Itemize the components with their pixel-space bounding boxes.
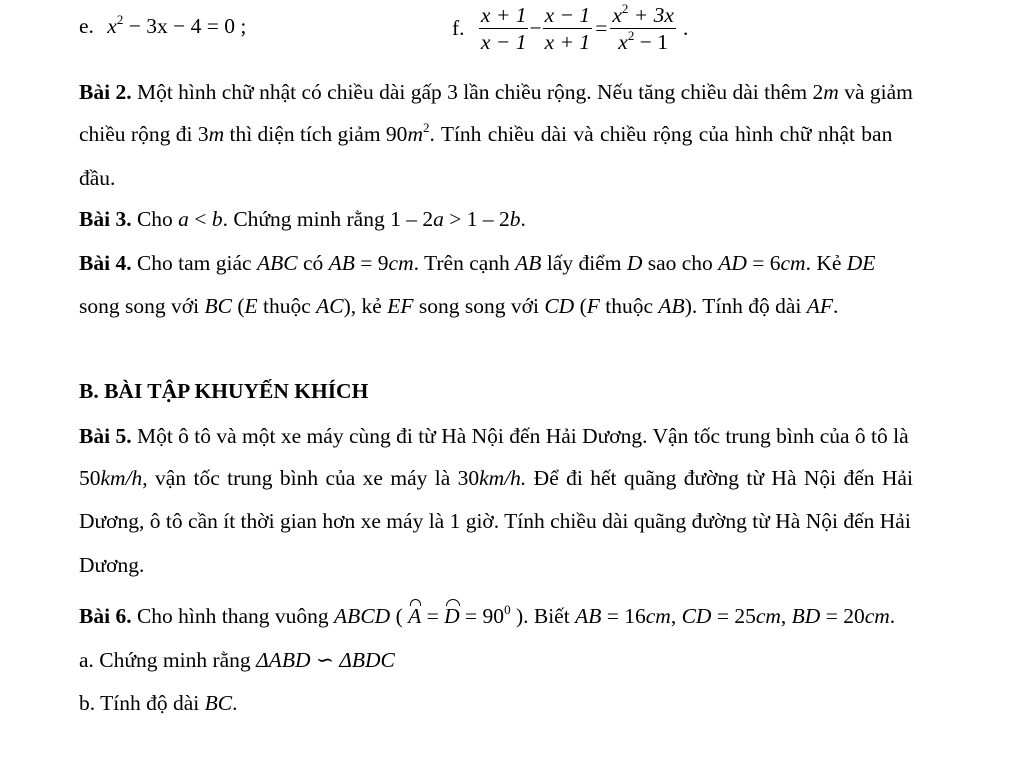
minus-sign: − (529, 16, 542, 40)
bai3-var-a: a (178, 207, 189, 231)
bai5-unit1: km/h (100, 466, 143, 490)
bai3-text-c: . Chứng minh rằng 1 – 2 (222, 207, 434, 231)
bai2-text2a: chiều rộng đi 3 (79, 122, 209, 146)
equation-e-rest: − 3x − 4 = 0 ; (123, 14, 247, 38)
bai4-u5: song song với (413, 294, 545, 318)
bai6-part-a (79, 648, 395, 673)
bai4-d: D (626, 251, 643, 275)
equation-f (452, 2, 688, 55)
bai4-u8: ). Tính độ dài (684, 294, 807, 318)
bai6-cm1: cm (645, 604, 671, 628)
bai3-text-d: > 1 – 2 (443, 207, 510, 231)
fraction-3 (609, 2, 677, 55)
fraction-3-denominator (609, 29, 677, 55)
bai6-t2: ( (390, 604, 409, 628)
bai4-e: E (244, 294, 258, 318)
bai6-t9: . (889, 604, 896, 628)
bai2-title: Bài 2. (79, 80, 132, 104)
bai5-title: Bài 5. (79, 424, 132, 448)
fraction-2-denominator: x + 1 (544, 30, 591, 54)
bai4-ab2: AB (515, 251, 542, 275)
bai4-f: F (586, 294, 600, 318)
bai4-af: AF (806, 294, 834, 318)
bai6-part-b (79, 691, 237, 716)
bai2-unit-m2: m (208, 122, 225, 146)
bai6-title: Bài 6. (79, 604, 132, 628)
bai4-ac: AC (316, 294, 344, 318)
bai6-similar: ∽ (310, 648, 340, 672)
bai4-t1: Cho tam giác (131, 251, 257, 275)
bai6-part-b-end: . (232, 691, 238, 715)
bai2-text1: Một hình chữ nhật có chiều dài gấp 3 lần chiều rộng. Nếu tăng chiều dài thêm 2 (131, 80, 824, 104)
bai4-u4: ), kẻ (343, 294, 388, 318)
bai6-t8: = 20 (820, 604, 865, 628)
bai6-degree: 0 (504, 602, 511, 617)
fraction-2 (542, 2, 594, 55)
fraction-3-den-exp: 2 (627, 28, 635, 43)
bai4-cd: CD (544, 294, 575, 318)
bai2-text1-end: và giảm (838, 80, 913, 104)
bai6-cd: CD (681, 604, 712, 628)
bai4-ab3: AB (658, 294, 685, 318)
bai6-part-a-text: a. Chứng minh rằng (79, 648, 257, 672)
bai5-line1 (79, 424, 909, 449)
bai6-bd: BD (791, 604, 821, 628)
bai6-triangle1: ΔABD (256, 648, 311, 672)
equation-f-end: . (682, 16, 689, 40)
bai6-t6: = 25 (711, 604, 756, 628)
bai6-line1 (79, 604, 895, 629)
bai4-cm2: cm (780, 251, 806, 275)
bai3-title: Bài 3. (79, 207, 132, 231)
bai6-triangle2: ΔBDC (339, 648, 395, 672)
bai6-t3: ). Biết (510, 604, 576, 628)
bai4-t7: = 6 (746, 251, 781, 275)
bai6-part-b-text: b. Tính độ dài (79, 691, 205, 715)
bai4-t6: sao cho (642, 251, 719, 275)
bai4-bc: BC (204, 294, 232, 318)
bai5-t2c: Để đi hết quãng đường từ Hà Nội đến Hải (526, 466, 913, 490)
equation-e-label: e. (79, 14, 94, 38)
bai2-line3 (79, 166, 115, 191)
bai6-eq1: = (421, 604, 445, 628)
bai6-ab: AB (575, 604, 602, 628)
bai2-line2 (79, 122, 892, 147)
bai4-t5: lấy điểm (541, 251, 627, 275)
bai5-text1: Một ô tô và một xe máy cùng đi từ Hà Nội đến Hải Dương. Vận tốc trung bình của ô tô là (131, 424, 909, 448)
bai5-t2a: 50 (79, 466, 101, 490)
fraction-1 (478, 2, 530, 55)
bai4-de: DE (846, 251, 876, 275)
bai4-title: Bài 4. (79, 251, 132, 275)
bai5-line2 (79, 466, 913, 491)
equation-e (79, 14, 246, 39)
bai6-abcd: ABCD (334, 604, 391, 628)
bai4-ef: EF (387, 294, 414, 318)
bai4-cm1: cm (388, 251, 414, 275)
bai4-t4: . Trên cạnh (413, 251, 516, 275)
fraction-1-denominator: x − 1 (480, 30, 527, 54)
bai6-eq2: = 90 (459, 604, 505, 628)
bai4-t3: = 9 (354, 251, 389, 275)
bai4-u1: song song với (79, 294, 205, 318)
bai4-abc: ABC (256, 251, 298, 275)
bai3-var-b: b (211, 207, 223, 231)
fraction-3-num-exp: 2 (621, 1, 629, 16)
bai2-text2c: . Tính chiều dài và chiều rộng của hình chữ nhật ban (429, 122, 893, 146)
bai3-var-a2: a (433, 207, 444, 231)
bai6-t5: , (670, 604, 682, 628)
bai5-text4: Dương. (79, 553, 145, 577)
equation-e-x: x (107, 14, 117, 38)
bai4-u3: thuộc (257, 294, 317, 318)
bai2-text2b: thì diện tích giảm 90 (224, 122, 408, 146)
fraction-1-numerator: x + 1 (480, 3, 527, 27)
bai4-ab: AB (328, 251, 355, 275)
bai2-unit-area: m (407, 122, 423, 146)
bai5-line4 (79, 553, 144, 578)
bai2-text3: đầu. (79, 166, 116, 190)
bai3-text-b: < (188, 207, 212, 231)
bai2-area-exp: 2 (422, 120, 430, 135)
fraction-3-den-x: x (618, 30, 628, 54)
bai4-u2: ( (231, 294, 245, 318)
bai5-text3: Dương, ô tô cần ít thời gian hơn xe máy là 1 giờ. Tính chiều dài quãng đường từ Hà Nội đến Hải (79, 509, 911, 533)
bai6-t1: Cho hình thang vuông (131, 604, 335, 628)
bai6-cm2: cm (755, 604, 781, 628)
fraction-2-numerator: x − 1 (544, 3, 591, 27)
equation-f-label: f. (452, 16, 465, 40)
bai4-t8: . Kẻ (805, 251, 847, 275)
bai2-unit-m: m (823, 80, 839, 104)
bai5-line3 (79, 509, 911, 534)
bai6-bc: BC (204, 691, 233, 715)
bai6-t7: , (780, 604, 792, 628)
bai4-u7: thuộc (599, 294, 659, 318)
fraction-3-den-rest: − 1 (634, 30, 668, 54)
bai3-text-e: . (520, 207, 526, 231)
bai2-line1 (79, 80, 913, 105)
bai6-t4: = 16 (601, 604, 646, 628)
fraction-3-num-rest: + 3x (628, 3, 674, 27)
bai3-var-b2: b (509, 207, 521, 231)
section-b-title: B. BÀI TẬP KHUYẾN KHÍCH (79, 379, 369, 403)
bai6-angle-d: D (444, 604, 460, 628)
bai4-t2: có (297, 251, 329, 275)
bai6-cm3: cm (864, 604, 890, 628)
bai4-line1 (79, 251, 875, 276)
equals-sign: = (595, 16, 608, 40)
bai3-line (79, 207, 526, 232)
bai6-angle-a: A (408, 604, 422, 628)
bai4-u9: . (833, 294, 839, 318)
bai4-line2 (79, 294, 838, 319)
bai3-text-a: Cho (131, 207, 179, 231)
bai5-t2b: , vận tốc trung bình của xe máy là 30 (142, 466, 480, 490)
bai5-unit2: km/h. (479, 466, 527, 490)
bai4-ad: AD (718, 251, 747, 275)
equation-e-exponent: 2 (116, 12, 124, 27)
bai4-u6: ( (574, 294, 587, 318)
section-b-heading (79, 379, 368, 404)
fraction-3-num-x: x (612, 3, 622, 27)
fraction-3-numerator (609, 2, 677, 28)
